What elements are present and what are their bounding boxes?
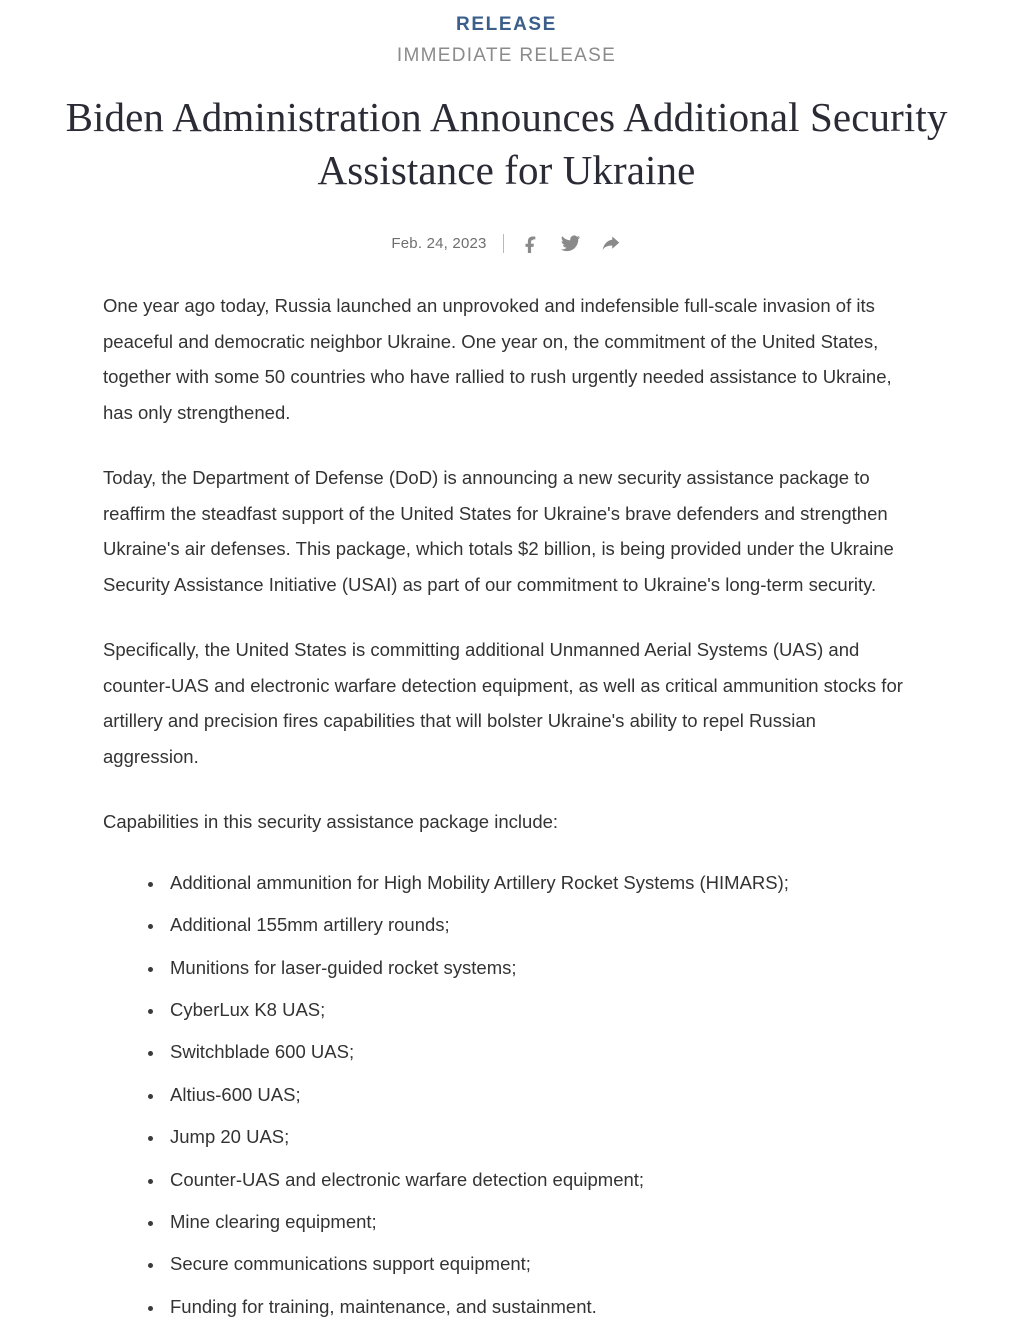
page-title: Biden Administration Announces Additional Security Assistance for Ukraine — [65, 94, 948, 193]
list-item — [103, 993, 905, 1027]
release-header — [0, 12, 1013, 69]
twitter-icon[interactable] — [560, 232, 582, 254]
list-item-label: Additional ammunition for High Mobility Artillery Rocket Systems (HIMARS); — [170, 871, 789, 893]
bullet-icon — [148, 1263, 153, 1268]
list-item-label: Munitions for laser-guided rocket systems; — [170, 956, 517, 978]
bullet-icon — [148, 1221, 153, 1226]
release-body — [103, 254, 905, 1324]
body-paragraph-1: One year ago today, Russia launched an unprovoked and indefensible full-scale invasion of its peaceful and democratic neighbor Ukraine. One year on, the commitment of the United States, together with some 50 countries who have rallied to rush urgently needed assistance to Ukraine, has only strengthened. — [103, 295, 892, 423]
list-item-label: Altius-600 UAS; — [170, 1083, 301, 1105]
list-item — [103, 1247, 905, 1281]
list-item — [103, 1163, 905, 1197]
bullet-icon — [148, 1094, 153, 1099]
meta-divider — [503, 234, 504, 253]
bullet-icon — [148, 967, 153, 972]
list-item-label: Additional 155mm artillery rounds; — [170, 914, 450, 936]
list-item — [103, 1120, 905, 1154]
list-item-label: Mine clearing equipment; — [170, 1211, 377, 1233]
list-item — [103, 1035, 905, 1069]
bullet-icon — [148, 924, 153, 929]
bullet-icon — [148, 1179, 153, 1184]
bullet-icon — [148, 1306, 153, 1311]
share-icon[interactable] — [600, 232, 622, 254]
bullet-icon — [148, 1051, 153, 1056]
list-item-label: CyberLux K8 UAS; — [170, 999, 326, 1021]
list-item — [103, 908, 905, 942]
facebook-icon[interactable] — [520, 232, 542, 254]
bullet-icon — [148, 1136, 153, 1141]
social-share-group — [520, 232, 622, 254]
list-item-label: Secure communications support equipment; — [170, 1253, 531, 1275]
publish-date: Feb. 24, 2023 — [391, 234, 487, 252]
release-kicker: RELEASE — [456, 14, 557, 35]
list-item-label: Switchblade 600 UAS; — [170, 1041, 355, 1063]
list-item-label: Jump 20 UAS; — [170, 1126, 290, 1148]
list-item-label: Counter-UAS and electronic warfare detection equipment; — [170, 1168, 645, 1190]
body-paragraph-3: Specifically, the United States is committing additional Unmanned Aerial Systems (UAS) and counter-UAS and electronic warfare detection equipment, as well as critical ammunition stocks for artillery and precision fires capabilities that will bolster Ukraine's ability to repel Russian aggression. — [103, 639, 903, 767]
list-item-label: Funding for training, maintenance, and sustainment. — [170, 1295, 597, 1317]
list-item — [103, 1205, 905, 1239]
bullet-icon — [148, 882, 153, 887]
immediate-release-label: IMMEDIATE RELEASE — [396, 44, 617, 66]
list-item — [103, 951, 905, 985]
list-item — [103, 866, 905, 900]
capabilities-list — [103, 866, 905, 1324]
meta-row — [0, 232, 1013, 254]
body-paragraph-2: Today, the Department of Defense (DoD) is announcing a new security assistance package to reaffirm the steadfast support of the United States for Ukraine's brave defenders and strengthen Ukraine's air defenses. This package, which totals $2 billion, is being provided under the Ukraine Security Assistance Initiative (USAI) as part of our commitment to Ukraine's long-term security. — [103, 467, 894, 595]
bullet-icon — [148, 1009, 153, 1014]
list-item — [103, 1078, 905, 1112]
list-item — [103, 1290, 905, 1324]
capabilities-intro: Capabilities in this security assistance package include: — [103, 811, 559, 833]
